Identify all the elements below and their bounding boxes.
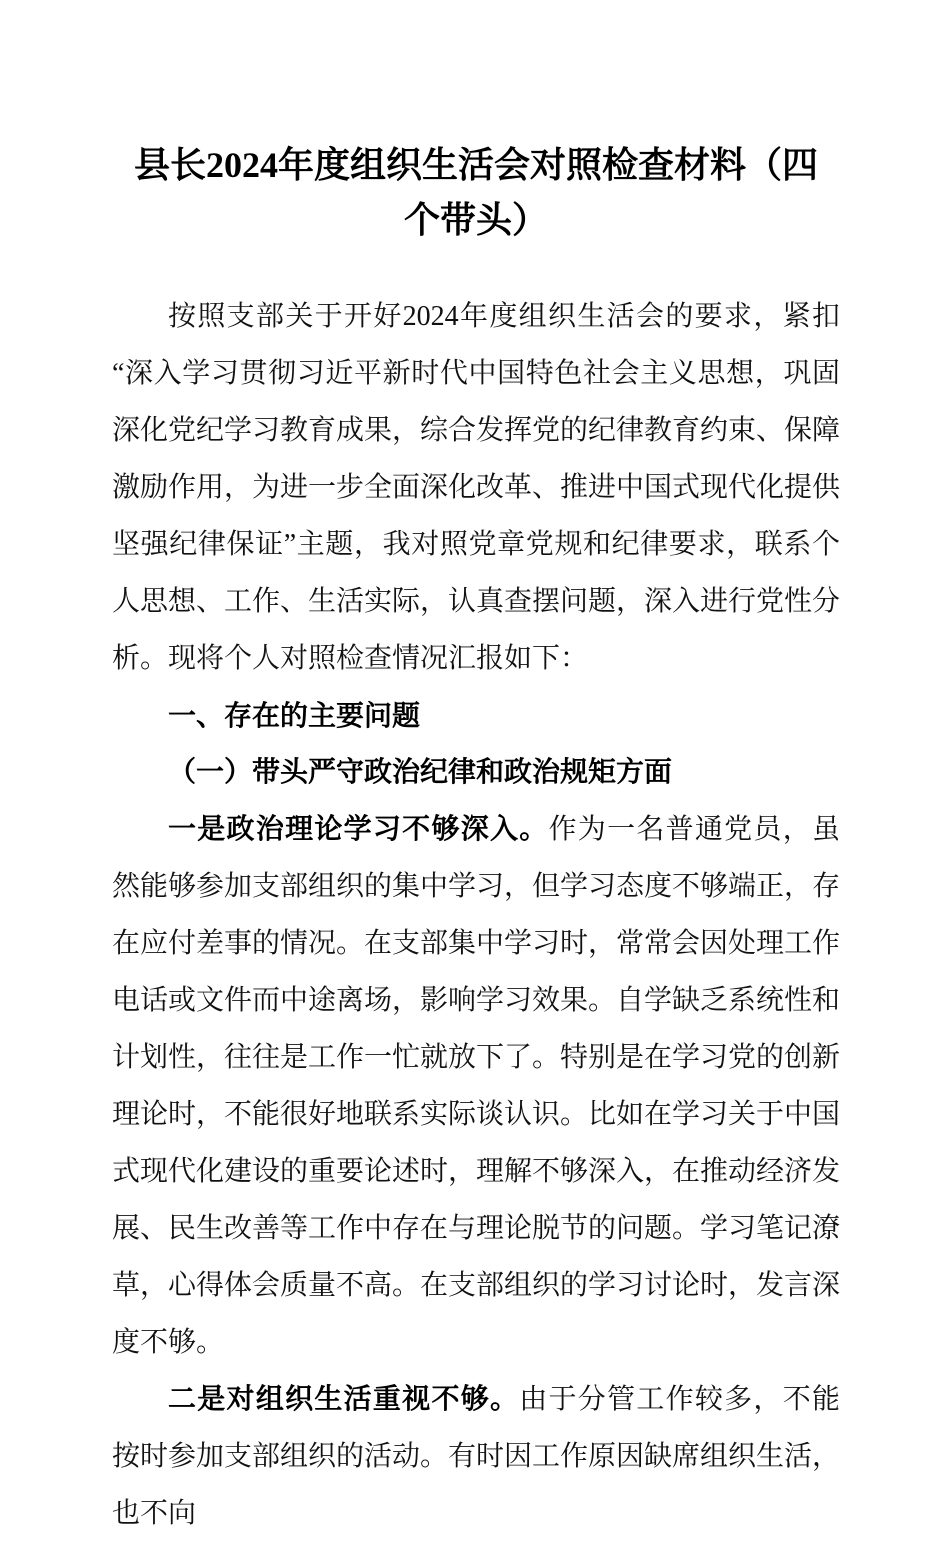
document-title: 县长2024年度组织生活会对照检查材料（四个带头）: [133, 145, 818, 240]
paragraph-text: 由于分管工作较多，不能按时参加支部组织的活动。有时因工作原因缺席组织生活，也不向: [112, 1384, 841, 1529]
paragraph-lead: 一是政治理论学习不够深入。: [168, 814, 549, 845]
paragraph-lead: 二是对组织生活重视不够。: [168, 1384, 520, 1415]
subsection-heading: [112, 744, 840, 801]
paragraph: [112, 288, 840, 687]
paragraph-text: 按照支部关于开好2024年度组织生活会的要求，紧扣“深入学习贯彻习近平新时代中国特色社会主义思想，巩固深化党纪学习教育成果，综合发挥党的纪律教育约束、保障激励作用，为进一步全面深化改革、推进中国式现代化提供坚强纪律保证”主题，我对照党章党规和纪律要求，联系个人思想、工作、生活实际，认真查摆问题，深入进行党性分析。现将个人对照检查情况汇报如下：: [112, 301, 841, 674]
paragraph-text: 一、存在的主要问题: [168, 700, 421, 731]
document-body: [112, 288, 840, 1542]
paragraph: [112, 1371, 840, 1542]
paragraph: [112, 801, 840, 1371]
paragraph-text: 作为一名普通党员，虽然能够参加支部组织的集中学习，但学习态度不够端正，存在应付差事的情况。在支部集中学习时，常常会因处理工作电话或文件而中途离场，影响学习效果。自学缺乏系统性和计划性，往往是工作一忙就放下了。特别是在学习党的创新理论时，不能很好地联系实际谈认识。比如在学习关于中国式现代化建设的重要论述时，理解不够深入，在推动经济发展、民生改善等工作中存在与理论脱节的问题。学习笔记潦草，心得体会质量不高。在支部组织的学习讨论时，发言深度不够。: [112, 814, 841, 1358]
paragraph-text: （一）带头严守政治纪律和政治规矩方面: [168, 757, 673, 788]
section-heading: [112, 687, 840, 744]
